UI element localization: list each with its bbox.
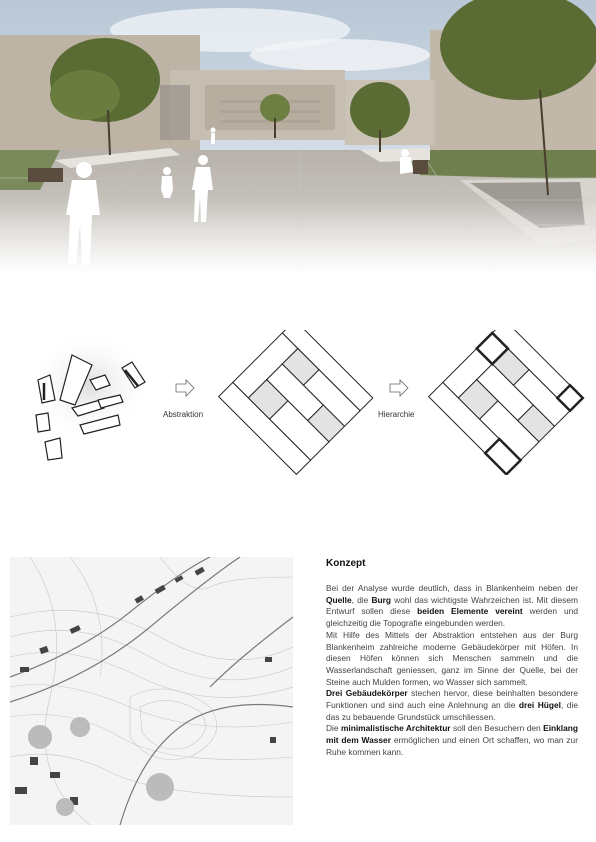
emphasized-text: Burg: [371, 594, 391, 605]
paragraph-text: soll den Besuchern den: [450, 723, 544, 734]
hierarchy-label: Hierarchie: [378, 410, 415, 419]
concept-text-block: [326, 558, 578, 759]
concept-paragraph: [326, 723, 578, 758]
emphasized-text: Drei Gebäudekörper: [326, 688, 408, 699]
paragraph-text: , die: [351, 594, 372, 605]
emphasized-text: minimalistische Architektur: [340, 723, 451, 734]
paragraph-text: , die das zu bebauende Grundstück umschliessen.: [326, 700, 578, 722]
emphasized-text: Quelle: [326, 594, 352, 605]
paragraph-text: ermöglichen und einen Ort schaffen, wo man zur Ruhe kommen kann.: [326, 735, 578, 757]
paragraph-text: werden und gleichzeitig die Topografie eingebunden werden.: [326, 606, 578, 629]
emphasized-text: drei Hügel: [518, 700, 561, 711]
hierarchy-diagram: [429, 330, 583, 474]
abstraction-label: Abstraktion: [163, 410, 204, 419]
paragraph-text: Mit Hilfe des Mittels der Abstraktion entstehen aus der Burg Blankenheim zahlreiche moderne Gebäudekörper mit Höfen. In diesen Höfen können sich Menschen sammeln und die Wasserlandschaft geniessen, ganz im Sinne der Quelle, bei der Steine auch Mulden formen, wo Wasser sich sammelt.: [326, 629, 578, 687]
site-analysis-diagram: [30, 330, 150, 460]
paragraph-text: stechen hervor, diese beinhalten besondere Funktionen und sind auch eine Anlehnung an die: [326, 688, 578, 711]
concept-paragraph: [326, 630, 578, 689]
abstraction-diagram: [219, 330, 373, 474]
concept-paragraph: [326, 583, 578, 630]
concept-title: Konzept: [326, 558, 366, 569]
site-plan-map: [10, 557, 293, 825]
emphasized-text: beiden Elemente vereint: [417, 606, 523, 617]
paragraph-text: wohl das wichtigste Wahrzeichen ist. Mit diesem Entwurf sollen diese: [326, 594, 578, 617]
arrow-right-icon: [176, 380, 194, 396]
paragraph-text: Die: [326, 723, 341, 734]
emphasized-text: Einklang mit dem Wasser: [326, 723, 579, 746]
hero-rendering: [0, 0, 596, 275]
concept-diagrams: [0, 330, 596, 475]
arrow-right-icon: [390, 380, 408, 396]
paragraph-text: Bei der Analyse wurde deutlich, dass in Blankenheim neben der: [326, 583, 578, 593]
concept-body: [326, 583, 578, 759]
concept-paragraph: [326, 688, 578, 723]
